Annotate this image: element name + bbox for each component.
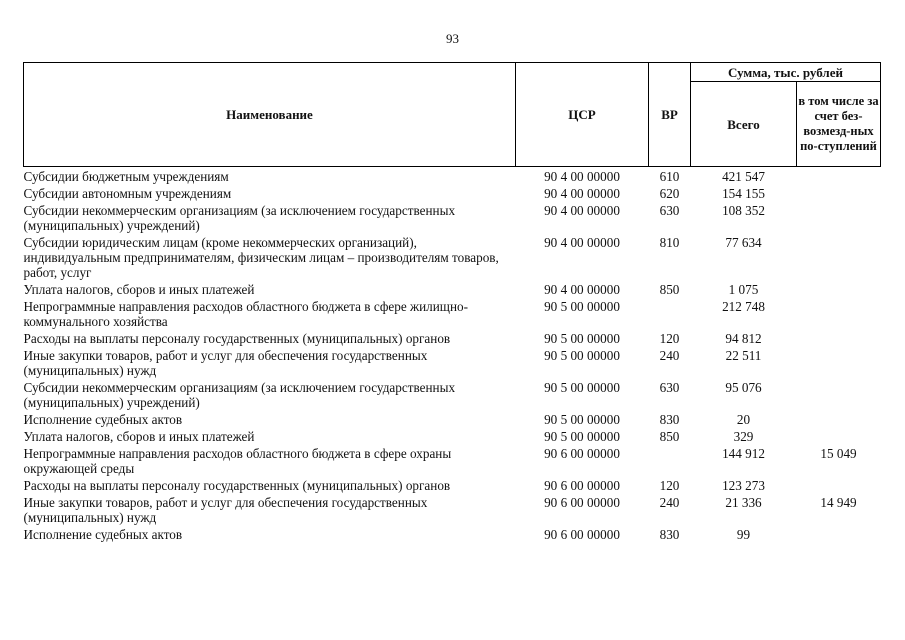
- row-name: Субсидии юридическим лицам (кроме некоммерческих организаций), индивидуальным предпринимателям, физическим лицам – производителям товаров, работ, услуг: [23, 235, 499, 280]
- header-sum: Сумма, тыс. рублей: [691, 63, 881, 82]
- row-total: 108 352: [722, 203, 765, 218]
- header-name: Наименование: [24, 63, 516, 167]
- row-vr-code: 850: [659, 282, 680, 297]
- row-vr-code: [649, 445, 691, 477]
- row-vr-code: 120: [659, 478, 680, 493]
- row-free-receipts: [797, 330, 881, 347]
- row-total: 20: [736, 412, 751, 427]
- row-total: 94 812: [725, 331, 762, 346]
- row-name: Субсидии автономным учреждениям: [23, 186, 232, 201]
- row-csr-code: 90 6 00 00000: [544, 495, 620, 510]
- row-free-receipts: [797, 347, 881, 379]
- table-row: [24, 411, 881, 428]
- row-csr-code: 90 4 00 00000: [544, 169, 620, 184]
- row-name: Субсидии некоммерческим организациям (за исключением государственных (муниципальных) учреждений): [23, 380, 456, 410]
- table-body: [24, 167, 881, 544]
- row-name: Субсидии некоммерческим организациям (за исключением государственных (муниципальных) учреждений): [23, 203, 456, 233]
- row-name: Иные закупки товаров, работ и услуг для обеспечения государственных (муниципальных) нужд: [23, 495, 428, 525]
- table-row: [24, 379, 881, 411]
- row-csr-code: 90 5 00 00000: [544, 429, 620, 444]
- row-vr-code: 630: [659, 203, 680, 218]
- row-name: Исполнение судебных актов: [23, 412, 183, 427]
- row-name: Иные закупки товаров, работ и услуг для обеспечения государственных (муниципальных) нужд: [23, 348, 428, 378]
- row-total: 144 912: [722, 446, 765, 461]
- row-free-receipts: [797, 281, 881, 298]
- row-name: Исполнение судебных актов: [23, 527, 183, 542]
- row-vr-code: [649, 298, 691, 330]
- table-row: [24, 298, 881, 330]
- row-free-receipts: [797, 185, 881, 202]
- row-total: 99: [736, 527, 751, 542]
- row-free-receipts: [797, 298, 881, 330]
- table-row: [24, 526, 881, 543]
- row-csr-code: 90 5 00 00000: [544, 331, 620, 346]
- row-name: Уплата налогов, сборов и иных платежей: [23, 429, 255, 444]
- row-csr-code: 90 4 00 00000: [544, 282, 620, 297]
- row-total: 77 634: [725, 235, 762, 250]
- table-row: [24, 202, 881, 234]
- row-vr-code: 830: [659, 527, 680, 542]
- budget-table-container: [23, 62, 881, 543]
- header-csr: ЦСР: [516, 63, 649, 167]
- row-total: 21 336: [725, 495, 762, 510]
- header-vr: ВР: [649, 63, 691, 167]
- row-free-receipts: [797, 428, 881, 445]
- row-free-receipts: [797, 411, 881, 428]
- row-free-receipts: [797, 167, 881, 186]
- row-vr-code: 620: [659, 186, 680, 201]
- row-name: Расходы на выплаты персоналу государственных (муниципальных) органов: [23, 331, 451, 346]
- row-free-receipts: [797, 526, 881, 543]
- page-number: 93: [446, 31, 459, 46]
- budget-table: [23, 62, 881, 543]
- row-csr-code: 90 5 00 00000: [544, 348, 620, 363]
- row-free-receipts: [797, 234, 881, 281]
- row-free-receipts: 14 949: [820, 495, 857, 510]
- table-row: [24, 445, 881, 477]
- row-free-receipts: 15 049: [820, 446, 857, 461]
- row-csr-code: 90 4 00 00000: [544, 235, 620, 250]
- row-total: 421 547: [722, 169, 765, 184]
- row-csr-code: 90 5 00 00000: [544, 380, 620, 395]
- table-row: [24, 347, 881, 379]
- row-vr-code: 240: [659, 348, 680, 363]
- row-name: Непрограммные направления расходов областного бюджета в сфере жилищно-коммунального хозяйства: [23, 299, 468, 329]
- row-total: 22 511: [725, 348, 762, 363]
- row-csr-code: 90 6 00 00000: [544, 446, 620, 461]
- table-row: [24, 494, 881, 526]
- row-csr-code: 90 6 00 00000: [544, 478, 620, 493]
- row-csr-code: 90 5 00 00000: [544, 412, 620, 427]
- row-vr-code: 610: [659, 169, 680, 184]
- row-total: 123 273: [722, 478, 765, 493]
- row-name: Субсидии бюджетным учреждениям: [23, 169, 229, 184]
- header-total: Всего: [691, 82, 797, 167]
- row-vr-code: 810: [659, 235, 680, 250]
- row-csr-code: 90 6 00 00000: [544, 527, 620, 542]
- row-name: Непрограммные направления расходов областного бюджета в сфере охраны окружающей среды: [23, 446, 452, 476]
- table-row: [24, 330, 881, 347]
- row-name: Расходы на выплаты персоналу государственных (муниципальных) органов: [23, 478, 451, 493]
- header-free-receipts: в том числе за счет без-возмезд-ных по-ступлений: [797, 82, 881, 167]
- row-total: 154 155: [722, 186, 765, 201]
- row-vr-code: 240: [659, 495, 680, 510]
- table-row: [24, 167, 881, 186]
- table-row: [24, 234, 881, 281]
- table-header: [24, 63, 881, 167]
- row-vr-code: 830: [659, 412, 680, 427]
- row-vr-code: 630: [659, 380, 680, 395]
- table-row: [24, 281, 881, 298]
- row-free-receipts: [797, 477, 881, 494]
- row-free-receipts: [797, 379, 881, 411]
- row-vr-code: 850: [659, 429, 680, 444]
- row-free-receipts: [797, 202, 881, 234]
- table-row: [24, 185, 881, 202]
- row-total: 329: [733, 429, 754, 444]
- row-total: 95 076: [725, 380, 762, 395]
- row-csr-code: 90 4 00 00000: [544, 203, 620, 218]
- row-name: Уплата налогов, сборов и иных платежей: [23, 282, 255, 297]
- row-total: 1 075: [728, 282, 759, 297]
- table-row: [24, 428, 881, 445]
- row-vr-code: 120: [659, 331, 680, 346]
- row-csr-code: 90 4 00 00000: [544, 186, 620, 201]
- row-total: 212 748: [722, 299, 765, 314]
- table-row: [24, 477, 881, 494]
- row-csr-code: 90 5 00 00000: [544, 299, 620, 314]
